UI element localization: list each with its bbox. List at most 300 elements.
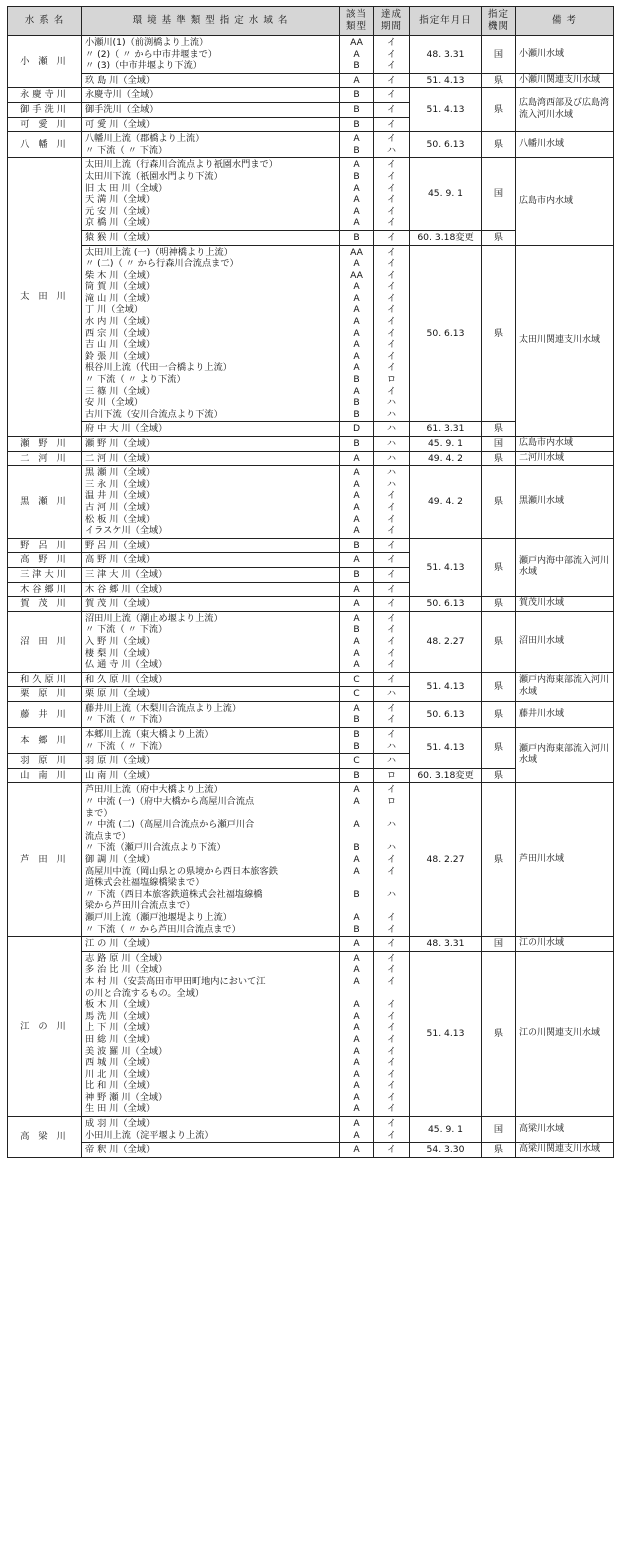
- water-area-name: 山 南 川（全域）: [85, 769, 156, 781]
- note-cell: 瀬戸内海東部流入河川水域: [516, 672, 614, 701]
- date-cell: 54. 3.30: [410, 1143, 482, 1158]
- note-cell: 太田川関連支川水域: [516, 245, 614, 437]
- type-value: A: [353, 327, 360, 339]
- table-row: [8, 672, 614, 687]
- water-area-names: [82, 672, 340, 687]
- period-value: イ: [386, 964, 397, 976]
- period-cell: [374, 553, 410, 568]
- water-area-name: 和 久 原 川（全域）: [85, 673, 168, 685]
- period-value: イ: [386, 1129, 397, 1141]
- table-body: [8, 36, 614, 1158]
- table-row: [8, 245, 614, 422]
- system-cell: 沼 田 川: [8, 611, 82, 672]
- table-row: [8, 937, 614, 952]
- agency-cell: 県: [482, 728, 516, 769]
- water-area-names: [82, 754, 340, 769]
- type-value: C: [353, 688, 360, 700]
- date-cell: 51. 4.13: [410, 73, 482, 88]
- type-value: A: [353, 999, 360, 1011]
- period-cell: [374, 768, 410, 783]
- header-type: 該当類型: [340, 7, 374, 36]
- type-value: A: [353, 598, 360, 610]
- period-value: イ: [386, 182, 397, 194]
- period-value: イ: [386, 1022, 397, 1034]
- table-row: [8, 158, 614, 231]
- date-cell: 50. 6.13: [410, 132, 482, 158]
- period-value: イ: [386, 281, 397, 293]
- agency-cell: 県: [482, 466, 516, 539]
- water-area-name: 木 谷 郷 川（全域）: [85, 583, 168, 595]
- water-area-names: [82, 1143, 340, 1158]
- water-area-name: 上 下 川（全域）: [85, 1022, 156, 1034]
- type-value: B: [353, 740, 360, 752]
- type-value: B: [353, 89, 360, 101]
- period-value: イ: [386, 385, 397, 397]
- agency-cell: 県: [482, 597, 516, 612]
- period-value: イ: [386, 647, 397, 659]
- period-value: イ: [386, 624, 397, 636]
- water-area-names: [82, 553, 340, 568]
- type-value: B: [353, 568, 360, 580]
- type-value: A: [353, 292, 360, 304]
- period-value: ハ: [386, 842, 397, 854]
- period-cell: [374, 132, 410, 158]
- period-value: イ: [386, 339, 397, 351]
- water-area-names: [82, 422, 340, 437]
- water-area-name: 温 井 川（全域）: [85, 490, 156, 502]
- type-value: C: [353, 673, 360, 685]
- type-value: A: [353, 612, 360, 624]
- period-value: イ: [386, 1045, 397, 1057]
- water-area-name: 野 呂 川（全域）: [85, 539, 156, 551]
- period-value: イ: [386, 159, 397, 171]
- type-value: B: [353, 60, 360, 72]
- type-value: A: [353, 1045, 360, 1057]
- water-area-names: [82, 937, 340, 952]
- type-value: A: [353, 1118, 360, 1130]
- water-area-name: 古 河 川（全域）: [85, 501, 156, 513]
- water-area-name: 道株式会社福塩線橋梁まで）: [85, 877, 205, 889]
- type-value: A: [353, 865, 360, 877]
- table-row: [8, 437, 614, 452]
- type-value: B: [353, 408, 360, 420]
- system-cell: 御手洗川: [8, 102, 82, 117]
- system-cell: 八 幡 川: [8, 132, 82, 158]
- period-cell: [374, 672, 410, 687]
- period-value: ハ: [386, 819, 397, 831]
- water-area-name: 江 の 川（全域）: [85, 938, 156, 950]
- period-value: イ: [386, 490, 397, 502]
- type-cell: [340, 1117, 374, 1143]
- date-cell: 45. 9. 1: [410, 437, 482, 452]
- type-value: B: [353, 397, 360, 409]
- water-area-name: 〃 下流（ 〃 より下流）: [85, 374, 186, 386]
- water-area-name: 根谷川上流（代田一合橋より上流）: [85, 362, 232, 374]
- period-value: イ: [386, 513, 397, 525]
- water-area-name: 〃 下流（ 〃 下流）: [85, 624, 168, 636]
- period-cell: [374, 466, 410, 539]
- water-area-name: 多 治 比 川（全域）: [85, 964, 168, 976]
- period-cell: [374, 611, 410, 672]
- type-cell: [340, 466, 374, 539]
- period-value: ロ: [386, 796, 397, 808]
- type-cell: [340, 538, 374, 553]
- type-cell: [340, 567, 374, 582]
- period-value: イ: [386, 205, 397, 217]
- water-area-names: [82, 768, 340, 783]
- water-area-names: [82, 611, 340, 672]
- water-area-names: [82, 132, 340, 158]
- type-value: A: [353, 350, 360, 362]
- type-cell: [340, 158, 374, 231]
- type-value: B: [353, 374, 360, 386]
- period-value: イ: [386, 118, 397, 130]
- agency-cell: 国: [482, 36, 516, 74]
- system-cell: 江 の 川: [8, 937, 82, 1117]
- system-cell: 羽 原 川: [8, 754, 82, 769]
- water-area-name: 賀 茂 川（全域）: [85, 598, 156, 610]
- period-cell: [374, 451, 410, 466]
- date-cell: 60. 3.18変更: [410, 230, 482, 245]
- water-area-name: 小田川上流（淀平堰より上流）: [85, 1129, 214, 1141]
- water-area-name: 玖 島 川（全域）: [85, 74, 156, 86]
- note-cell: 高梁川水域: [516, 1117, 614, 1143]
- date-cell: 49. 4. 2: [410, 451, 482, 466]
- water-area-name: 旧 太 田 川（全域）: [85, 182, 168, 194]
- period-value: イ: [386, 583, 397, 595]
- type-value: [343, 808, 370, 820]
- type-value: A: [353, 702, 360, 714]
- period-value: イ: [386, 673, 397, 685]
- type-value: [343, 900, 370, 912]
- type-value: B: [353, 231, 360, 243]
- water-area-name: 小瀬川(1)（前渕橋より上流）: [85, 37, 209, 48]
- period-cell: [374, 158, 410, 231]
- type-value: A: [353, 1103, 360, 1115]
- period-cell: [374, 728, 410, 754]
- water-area-name: 〃 下流（ 〃 下流）: [85, 740, 168, 752]
- type-value: A: [353, 501, 360, 513]
- water-area-name: 沼田川上流（潮止め堰より上流）: [85, 612, 223, 624]
- date-cell: 50. 6.13: [410, 245, 482, 422]
- water-area-name: 〃 下流（西日本旅客鉄道株式会社福塩線橋: [85, 888, 263, 900]
- period-cell: [374, 73, 410, 88]
- date-cell: 45. 9. 1: [410, 1117, 482, 1143]
- period-cell: [374, 582, 410, 597]
- period-value: イ: [386, 1144, 397, 1156]
- type-cell: [340, 783, 374, 937]
- water-area-names: [82, 466, 340, 539]
- period-value: ハ: [386, 740, 397, 752]
- period-cell: [374, 701, 410, 727]
- system-cell: 賀 茂 川: [8, 597, 82, 612]
- header-period: 達成期間: [374, 7, 410, 36]
- water-area-name: 栗 原 川（全域）: [85, 688, 156, 700]
- type-value: B: [353, 624, 360, 636]
- water-area-names: [82, 158, 340, 231]
- note-cell: 広島湾西部及び広島湾流入河川水域: [516, 88, 614, 132]
- type-value: A: [353, 964, 360, 976]
- period-cell: [374, 783, 410, 937]
- water-area-name: 芦田川上流（府中大橋より上流）: [85, 784, 223, 796]
- period-value: ハ: [386, 478, 397, 490]
- water-area-name: 川 北 川（全域）: [85, 1068, 156, 1080]
- date-cell: 50. 6.13: [410, 597, 482, 612]
- system-cell: 和久原川: [8, 672, 82, 687]
- type-value: A: [353, 316, 360, 328]
- table-row: [8, 728, 614, 754]
- water-area-name: 御 調 川（全域）: [85, 854, 156, 865]
- period-value: イ: [386, 1091, 397, 1103]
- period-value: イ: [386, 1103, 397, 1115]
- water-area-name: 滝 山 川（全域）: [85, 292, 156, 304]
- type-value: B: [353, 144, 360, 156]
- water-area-name: 猿 猴 川（全域）: [85, 231, 156, 243]
- type-cell: [340, 611, 374, 672]
- type-cell: [340, 937, 374, 952]
- period-value: [377, 808, 406, 820]
- water-area-name: 美 波 羅 川（全域）: [85, 1045, 168, 1057]
- water-area-name: 志 路 原 川（全域）: [85, 952, 168, 964]
- type-value: A: [353, 583, 360, 595]
- system-cell: 二 河 川: [8, 451, 82, 466]
- water-area-name: 〃 (2)（ 〃 から中市井堰まで）: [85, 48, 218, 60]
- system-cell: 瀬 野 川: [8, 437, 82, 452]
- water-area-name: 筒 賀 川（全域）: [85, 281, 156, 293]
- note-cell: 瀬戸内海東部流入河川水域: [516, 728, 614, 783]
- table-row: [8, 451, 614, 466]
- water-area-name: 三 篠 川（全域）: [85, 385, 156, 397]
- type-value: A: [353, 1129, 360, 1141]
- water-area-name: 〃 (二)（ 〃 から行森川合流点まで）: [85, 258, 239, 270]
- table-row: [8, 466, 614, 539]
- period-value: イ: [386, 60, 397, 72]
- system-cell: 芦 田 川: [8, 783, 82, 937]
- period-cell: [374, 36, 410, 74]
- water-area-name: 本郷川上流（東大橋より上流）: [85, 729, 214, 741]
- period-value: イ: [386, 854, 397, 865]
- water-area-name: 松 板 川（全域）: [85, 513, 156, 525]
- type-cell: [340, 1143, 374, 1158]
- period-value: イ: [386, 952, 397, 964]
- period-cell: [374, 437, 410, 452]
- type-value: B: [353, 118, 360, 130]
- water-area-name: 八幡川上流（郡橋より上流）: [85, 133, 205, 145]
- date-cell: 48. 3.31: [410, 937, 482, 952]
- water-area-name: 梁から芦田川合流点まで）: [85, 900, 196, 912]
- period-value: イ: [386, 1010, 397, 1022]
- water-area-name: 帝 釈 川（全域）: [85, 1144, 156, 1156]
- period-value: ハ: [386, 688, 397, 700]
- type-value: AA: [350, 269, 363, 281]
- table-row: [8, 597, 614, 612]
- agency-cell: 県: [482, 611, 516, 672]
- note-cell: 江の川水域: [516, 937, 614, 952]
- type-value: B: [353, 438, 360, 449]
- period-cell: [374, 538, 410, 553]
- water-area-name: 羽 原 川（全域）: [85, 755, 156, 767]
- system-cell: 山 南 川: [8, 768, 82, 783]
- system-cell: 黒 瀬 川: [8, 466, 82, 539]
- note-cell: 小瀬川水域: [516, 36, 614, 74]
- type-value: A: [353, 304, 360, 316]
- system-cell: 高 野 川: [8, 553, 82, 568]
- type-value: B: [353, 103, 360, 115]
- period-value: [377, 831, 406, 843]
- period-cell: [374, 567, 410, 582]
- period-value: イ: [386, 999, 397, 1011]
- period-cell: [374, 245, 410, 422]
- period-value: イ: [386, 911, 397, 923]
- period-cell: [374, 1143, 410, 1158]
- period-value: イ: [386, 74, 397, 86]
- period-value: イ: [386, 48, 397, 60]
- system-cell: 可 愛 川: [8, 117, 82, 132]
- header-system: 水 系 名: [8, 7, 82, 36]
- period-value: イ: [386, 1033, 397, 1045]
- water-area-names: [82, 783, 340, 937]
- water-area-names: [82, 102, 340, 117]
- type-cell: [340, 597, 374, 612]
- note-cell: 沼田川水域: [516, 611, 614, 672]
- type-value: A: [353, 74, 360, 86]
- water-area-names: [82, 1117, 340, 1143]
- agency-cell: 県: [482, 1143, 516, 1158]
- type-cell: [340, 553, 374, 568]
- water-area-name: 柴 木 川（全域）: [85, 269, 156, 281]
- water-area-names: [82, 582, 340, 597]
- type-value: C: [353, 755, 360, 767]
- agency-cell: 県: [482, 73, 516, 88]
- type-value: A: [353, 647, 360, 659]
- type-cell: [340, 951, 374, 1116]
- water-area-name: 元 安 川（全域）: [85, 205, 156, 217]
- agency-cell: 県: [482, 783, 516, 937]
- period-value: イ: [386, 612, 397, 624]
- water-area-names: [82, 567, 340, 582]
- date-cell: 61. 3.31: [410, 422, 482, 437]
- table-row: [8, 132, 614, 158]
- date-cell: 51. 4.13: [410, 672, 482, 701]
- date-cell: 49. 4. 2: [410, 466, 482, 539]
- system-cell: 高 梁 川: [8, 1117, 82, 1158]
- water-area-name: 本 村 川（安芸高田市甲田町地内において江: [85, 975, 266, 987]
- date-cell: 45. 9. 1: [410, 158, 482, 231]
- period-value: イ: [386, 554, 397, 566]
- type-value: A: [353, 478, 360, 490]
- agency-cell: 国: [482, 937, 516, 952]
- period-value: イ: [386, 659, 397, 671]
- water-area-name: 御手洗川（全域）: [85, 103, 159, 115]
- type-value: A: [353, 938, 360, 950]
- type-value: B: [353, 539, 360, 551]
- header-agency: 指定機関: [482, 7, 516, 36]
- water-area-names: [82, 36, 340, 74]
- system-cell: 三津大川: [8, 567, 82, 582]
- period-value: イ: [386, 316, 397, 328]
- agency-cell: 県: [482, 422, 516, 437]
- type-value: A: [353, 975, 360, 987]
- water-area-names: [82, 728, 340, 754]
- type-cell: [340, 230, 374, 245]
- type-cell: [340, 102, 374, 117]
- water-area-name: 丁 川（全域）: [85, 304, 144, 316]
- type-value: A: [353, 217, 360, 229]
- note-cell: 二河川水域: [516, 451, 614, 466]
- header-row: [8, 7, 614, 36]
- period-value: イ: [386, 37, 397, 48]
- water-area-name: 高 野 川（全域）: [85, 554, 156, 566]
- water-area-name: 府 中 大 川（全域）: [85, 423, 168, 435]
- period-value: ハ: [386, 408, 397, 420]
- water-area-name: 吉 山 川（全域）: [85, 339, 156, 351]
- period-value: [377, 988, 406, 1000]
- period-value: イ: [386, 362, 397, 374]
- type-cell: [340, 245, 374, 422]
- agency-cell: 国: [482, 1117, 516, 1143]
- water-area-name: 鈴 張 川（全域）: [85, 350, 156, 362]
- type-value: B: [353, 769, 360, 781]
- water-area-name: 太田川上流 (一)（明神橋より上流）: [85, 246, 233, 258]
- date-cell: 51. 4.13: [410, 538, 482, 596]
- period-value: ハ: [386, 467, 397, 479]
- note-cell: 瀬戸内海中部流入河川水域: [516, 538, 614, 596]
- water-area-name: 瀬 野 川（全域）: [85, 438, 156, 449]
- header-date: 指定年月日: [410, 7, 482, 36]
- water-area-name: 天 満 川（全域）: [85, 194, 156, 206]
- water-area-name: 板 木 川（全域）: [85, 999, 156, 1011]
- type-cell: [340, 422, 374, 437]
- table-row: [8, 538, 614, 553]
- period-value: イ: [386, 194, 397, 206]
- water-area-name: 〃 下流（ 〃 下流）: [85, 714, 168, 726]
- period-value: ロ: [386, 769, 397, 781]
- period-value: ハ: [386, 888, 397, 900]
- type-cell: [340, 687, 374, 702]
- water-area-names: [82, 701, 340, 727]
- water-area-name: 馬 洗 川（全域）: [85, 1010, 156, 1022]
- period-value: イ: [386, 865, 397, 877]
- water-area-name: 〃 (3)（中市井堰より下流）: [85, 60, 202, 72]
- type-value: A: [353, 48, 360, 60]
- water-area-name: 可 愛 川（全域）: [85, 118, 156, 130]
- water-area-name: 藤井川上流（木梨川合流点より上流）: [85, 702, 242, 714]
- period-value: イ: [386, 1068, 397, 1080]
- period-value: イ: [386, 923, 397, 935]
- period-value: ハ: [386, 755, 397, 767]
- water-area-name: 安 川（全域）: [85, 397, 144, 409]
- water-area-name: 入 野 川（全域）: [85, 635, 156, 647]
- type-value: A: [353, 452, 360, 464]
- period-value: ハ: [386, 452, 397, 464]
- table-row: [8, 951, 614, 1116]
- period-value: イ: [386, 350, 397, 362]
- water-area-names: [82, 597, 340, 612]
- water-area-name: 高屋川中流（岡山県との県境から西日本旅客鉄: [85, 865, 278, 877]
- period-value: イ: [386, 304, 397, 316]
- agency-cell: 県: [482, 230, 516, 245]
- period-value: イ: [386, 1118, 397, 1130]
- type-cell: [340, 36, 374, 74]
- type-value: A: [353, 182, 360, 194]
- date-cell: 51. 4.13: [410, 88, 482, 132]
- period-cell: [374, 230, 410, 245]
- type-value: B: [353, 714, 360, 726]
- water-area-names: [82, 230, 340, 245]
- period-value: イ: [386, 170, 397, 182]
- water-area-name: 〃 下流（瀬戸川合流点より下流）: [85, 842, 226, 854]
- type-value: A: [353, 525, 360, 537]
